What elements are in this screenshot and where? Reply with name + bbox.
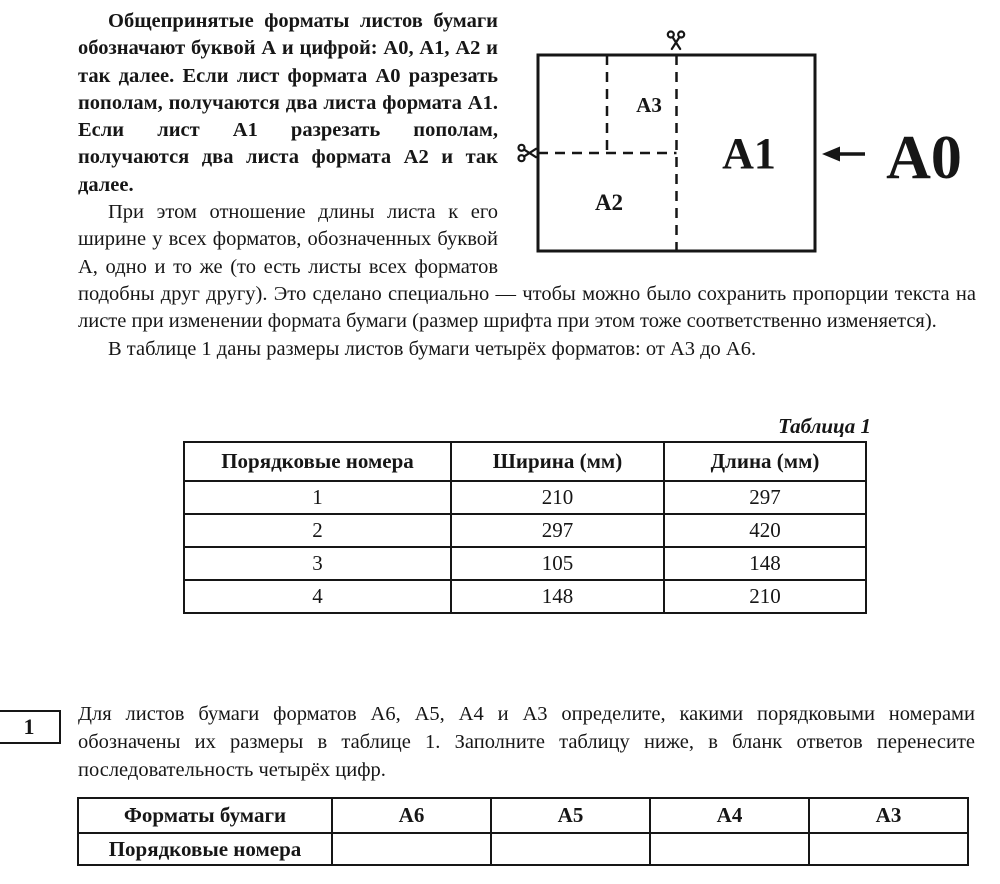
- row4-width: 148: [451, 580, 664, 613]
- row4-ordinal: 4: [184, 580, 451, 613]
- row2-ordinal: 2: [184, 514, 451, 547]
- answer-table-header-formats: Форматы бумаги: [78, 798, 332, 833]
- intro-paragraph-3: В таблице 1 даны размеры листов бумаги четырёх форматов: от А3 до А6.: [108, 337, 757, 360]
- sizes-table: [183, 441, 867, 614]
- task-number: 1: [23, 714, 35, 739]
- row1-ordinal: 1: [184, 481, 451, 514]
- task-text: Для листов бумаги форматов А6, А5, А4 и А3 определите, какими порядковыми номерами обозначены их размеры в таблице 1. Заполните таблицу ниже, в бланк ответов перенесите последовательность четырёх цифр.: [78, 703, 975, 781]
- row1-length: 297: [664, 481, 866, 514]
- paper-format-diagram: [506, 8, 976, 266]
- row2-width: 297: [451, 514, 664, 547]
- answer-cell-a6[interactable]: [332, 833, 491, 865]
- paper-format-diagram-svg: [506, 8, 976, 266]
- table-row: [184, 481, 866, 514]
- scissors-icon-left: [519, 145, 537, 161]
- answer-cell-a4[interactable]: [650, 833, 809, 865]
- row1-width: 210: [451, 481, 664, 514]
- format-label-a6: А6: [332, 798, 491, 833]
- table-row: [184, 514, 866, 547]
- row3-width: 105: [451, 547, 664, 580]
- row3-ordinal: 3: [184, 547, 451, 580]
- format-label-a4: А4: [650, 798, 809, 833]
- row2-length: 420: [664, 514, 866, 547]
- answer-table: [77, 797, 969, 866]
- table-header-row: [184, 442, 866, 481]
- table1-header-width: Ширина (мм): [451, 442, 664, 481]
- answer-cell-a5[interactable]: [491, 833, 650, 865]
- table1-caption: Таблица 1: [778, 414, 871, 438]
- scissors-icon-top: [668, 32, 684, 50]
- answer-cell-a3[interactable]: [809, 833, 968, 865]
- row3-length: 148: [664, 547, 866, 580]
- answer-table-numbers-row: [78, 833, 968, 865]
- row4-length: 210: [664, 580, 866, 613]
- label-a2: А2: [594, 190, 624, 215]
- task-number-box: [0, 710, 61, 744]
- answer-table-header-ordinals: Порядковые номера: [78, 833, 332, 865]
- format-label-a5: А5: [491, 798, 650, 833]
- arrow-left-icon: [822, 147, 865, 162]
- label-a3: А3: [636, 93, 662, 117]
- intro-paragraph-2: При этом отношение длины листа к его ширине у всех форматов, обозначенных буквой А, одно и то же (то есть листы всех форматов подобны друг другу). Это сделано специально — чтобы можно было сохранить пропорции текста на листе при изменении формата бумаги (размер шрифта при этом тоже соответственно изменяется).: [78, 201, 976, 333]
- table-row: [184, 547, 866, 580]
- label-a1: А1: [722, 129, 776, 178]
- label-a0: А0: [886, 124, 962, 192]
- intro-paragraph-1: Общепринятые форматы листов бумаги обозначают буквой А и цифрой: А0, А1, А2 и так далее. Если лист формата А0 разрезать пополам, получаются два листа формата А1. Если лист А1 разрезать пополам, получаются два листа формата А2 и так далее.: [78, 10, 498, 196]
- table1-header-length: Длина (мм): [664, 442, 866, 481]
- answer-table-formats-row: [78, 798, 968, 833]
- table-row: [184, 580, 866, 613]
- table1-header-ordinal: Порядковые номера: [184, 442, 451, 481]
- format-label-a3: А3: [809, 798, 968, 833]
- intro-section: [78, 8, 976, 363]
